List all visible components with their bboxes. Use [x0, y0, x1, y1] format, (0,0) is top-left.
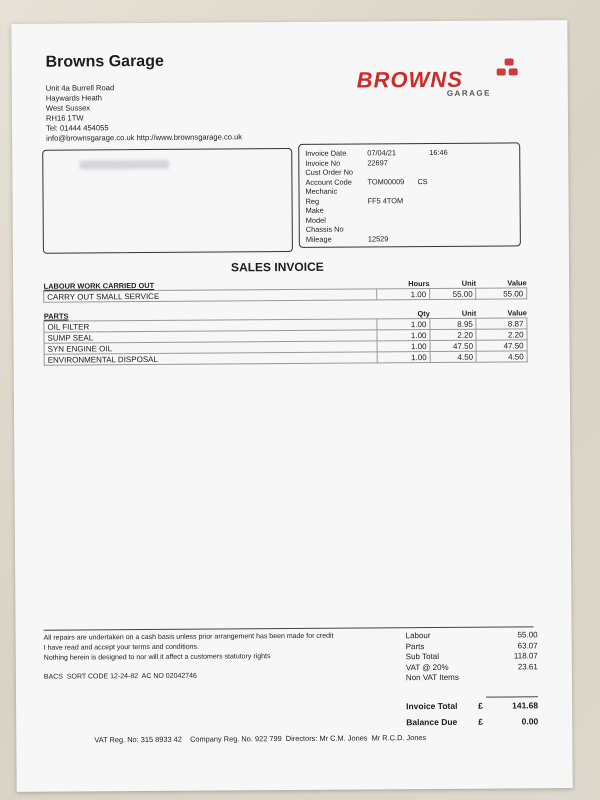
terms-line: Nothing herein is designed to nor will it affect a customers statutory rights: [43, 653, 271, 662]
terms-line: I have read and accept your terms and conditions.: [43, 643, 199, 652]
info-label: Reg: [305, 196, 320, 206]
info-value: 07/04/21: [367, 148, 397, 158]
info-label: Account Code: [305, 177, 352, 187]
invoice-total-value: 141.68: [512, 700, 539, 711]
table-row: [44, 351, 527, 365]
info-label: Make: [305, 205, 324, 215]
item-qty: 1.00: [377, 289, 430, 300]
item-value: 2.20: [476, 329, 527, 340]
totals-summary: [406, 630, 538, 683]
total-label: VAT @ 20%: [405, 662, 449, 672]
info-value: FF5 4TOM: [367, 195, 404, 205]
invoice-total-label: Invoice Total: [406, 700, 458, 712]
item-qty: 1.00: [377, 341, 430, 352]
redacted-customer-name: [79, 160, 169, 170]
grand-totals: [406, 700, 538, 733]
logo-dot-icon: [497, 69, 506, 76]
labour-table: [43, 278, 527, 302]
info-label: Invoice No: [305, 158, 341, 168]
item-desc: ENVIRONMENTAL DISPOSAL: [44, 352, 378, 365]
logo-dot-icon: [505, 58, 514, 65]
invoice-paper: [11, 20, 572, 792]
info-value: 12529: [367, 233, 389, 243]
item-desc: CARRY OUT SMALL SERVICE: [44, 289, 378, 302]
currency-symbol: £: [478, 700, 483, 711]
terms-text: [44, 632, 334, 664]
item-desc: SYN ENGINE OIL: [44, 341, 378, 354]
total-value: 23.61: [517, 661, 538, 671]
col-unit: Unit: [461, 308, 477, 318]
footer-registration: VAT Reg. No: 315 8933 42 Company Reg. No. 922 799 Directors: Mr C.M. Jones Mr R.C.D. Jones: [94, 733, 427, 745]
info-value: TOM00009: [367, 176, 405, 186]
info-label: Mileage: [305, 234, 332, 244]
item-desc: OIL FILTER: [44, 319, 378, 332]
item-qty: 1.00: [378, 352, 431, 363]
balance-due-label: Balance Due: [406, 716, 458, 728]
invoice-title: SALES INVOICE: [230, 259, 324, 275]
item-unit: 2.20: [430, 329, 477, 340]
address-line: West Sussex: [45, 103, 91, 113]
info-label: Chassis No: [305, 224, 344, 234]
total-label: Parts: [405, 641, 425, 651]
terms-line: All repairs are undertaken on a cash basis unless prior arrangement has been made for credit: [43, 632, 334, 642]
info-value: 22697: [367, 157, 388, 167]
invoice-details-box: [298, 142, 521, 248]
balance-due-row: [406, 716, 538, 733]
col-qty: Qty: [417, 309, 430, 319]
total-row: [406, 672, 538, 683]
total-label: Non VAT Items: [405, 672, 459, 683]
info-label: Mechanic: [305, 186, 338, 196]
balance-due-value: 0.00: [521, 716, 539, 727]
info-label: Cust Order No: [305, 167, 354, 177]
col-unit: Unit: [461, 278, 477, 288]
item-value: 47.50: [476, 340, 527, 351]
invoice-total-row: [406, 700, 538, 717]
item-unit: 4.50: [430, 351, 477, 362]
total-label: Labour: [405, 631, 431, 641]
currency-symbol: £: [478, 716, 483, 727]
item-unit: 47.50: [430, 340, 477, 351]
item-value: 55.00: [476, 288, 527, 299]
total-divider: [486, 696, 538, 697]
web-line: info@brownsgarage.co.uk http://www.brownsgarage.co.uk: [46, 132, 243, 143]
col-value: Value: [507, 278, 527, 288]
total-label: Sub Total: [405, 651, 440, 662]
item-qty: 1.00: [377, 319, 430, 330]
labour-heading: LABOUR WORK CARRIED OUT: [43, 280, 155, 291]
bacs-details: BACS SORT CODE 12-24-82 AC NO 02042746: [43, 672, 197, 681]
parts-heading: PARTS: [43, 311, 69, 321]
item-value: 8.87: [476, 318, 527, 329]
item-unit: 8.95: [430, 318, 477, 329]
parts-table: [43, 308, 527, 365]
item-value: 4.50: [477, 351, 528, 362]
info-label: Invoice Date: [305, 148, 347, 158]
phone-line: Tel: 01444 454055: [46, 123, 109, 133]
info-extra: CS: [417, 176, 428, 186]
address-line: RH16 1TW: [45, 113, 84, 123]
logo-main-text: BROWNS: [356, 66, 464, 93]
logo-sub-text: GARAGE: [446, 88, 491, 98]
info-label: Model: [305, 215, 326, 225]
address-line: Unit 4a Burrell Road: [45, 83, 115, 93]
item-desc: SUMP SEAL: [44, 330, 378, 343]
address-line: Haywards Heath: [45, 93, 103, 103]
col-hours: Hours: [408, 279, 430, 289]
col-value: Value: [507, 308, 527, 318]
total-value: 55.00: [517, 630, 538, 640]
item-unit: 55.00: [430, 288, 477, 299]
company-name: Browns Garage: [45, 52, 164, 71]
customer-address-box: [42, 148, 293, 254]
company-logo: [357, 56, 527, 103]
logo-dot-icon: [509, 68, 518, 75]
total-value: 63.07: [517, 640, 538, 650]
info-extra: 16:46: [429, 147, 448, 158]
total-value: 118.07: [513, 651, 538, 661]
company-address: [46, 82, 242, 143]
item-qty: 1.00: [377, 330, 430, 341]
